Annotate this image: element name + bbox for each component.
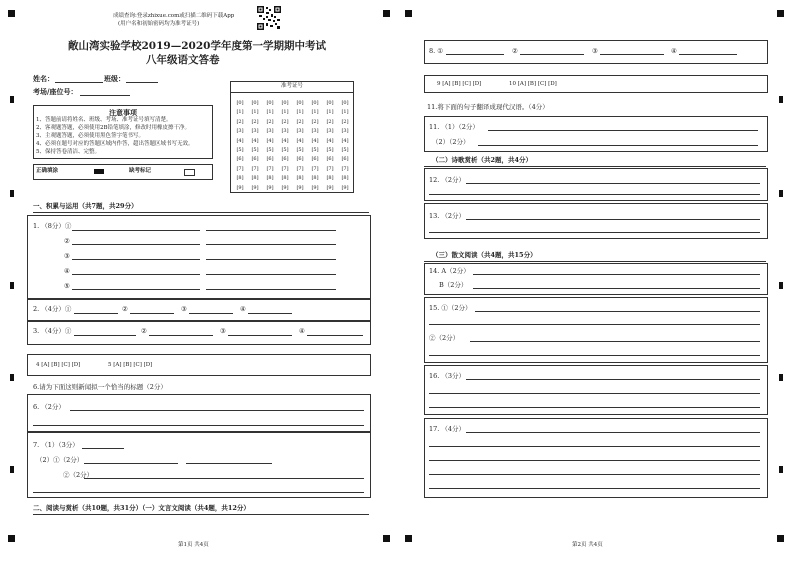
exam-id-bubble[interactable]: [2] xyxy=(341,118,349,125)
exam-id-column xyxy=(339,99,351,193)
q1-mark: ⑤ xyxy=(64,282,70,290)
q11-1-label: 11. （1）（2分） xyxy=(429,123,479,131)
answer-line[interactable] xyxy=(429,407,760,408)
exam-id-bubble[interactable]: [2] xyxy=(281,118,289,125)
exam-id-bubble[interactable]: [9] xyxy=(266,184,274,191)
q1-label: 1. （8分）① xyxy=(33,222,72,230)
q2-answer-box xyxy=(27,299,371,321)
answer-line[interactable] xyxy=(473,274,760,275)
exam-id-bubble[interactable]: [7] xyxy=(296,165,304,172)
choice-q9[interactable]: 9 [A] [B] [C] [D] xyxy=(437,81,482,87)
exam-id-bubble[interactable]: [3] xyxy=(341,128,349,135)
name-label: 姓名： xyxy=(33,74,54,83)
answer-line[interactable] xyxy=(429,232,760,233)
exam-id-bubble[interactable]: [7] xyxy=(326,165,334,172)
exam-id-bubble[interactable]: [3] xyxy=(251,128,259,135)
note-item: 4、必须在题号对应的答题区域内作答，超出答题区域书写无效。 xyxy=(36,141,194,147)
exam-id-bubble[interactable]: [5] xyxy=(341,146,349,153)
page-footer-1: 第1页 共4页 xyxy=(178,542,209,548)
page-subtitle: 八年级语文答卷 xyxy=(146,54,220,66)
answer-line[interactable] xyxy=(84,463,178,464)
answer-line[interactable] xyxy=(429,474,760,475)
exam-id-bubble[interactable]: [3] xyxy=(281,128,289,135)
exam-id-bubble[interactable]: [1] xyxy=(266,109,274,116)
q3-label: 3. （4分）① xyxy=(33,327,72,335)
q3-mark: ② xyxy=(141,327,147,335)
answer-line[interactable] xyxy=(70,410,364,411)
qr-code-icon xyxy=(257,6,281,30)
answer-line[interactable] xyxy=(466,432,760,433)
answer-line[interactable] xyxy=(206,244,336,245)
answer-line[interactable] xyxy=(74,313,118,314)
answer-line[interactable] xyxy=(206,230,336,231)
q6-label: 6. （2分） xyxy=(33,403,65,411)
choice-q5[interactable]: 5 [A] [B] [C] [D] xyxy=(108,362,153,368)
answer-line[interactable] xyxy=(429,393,760,394)
exam-id-bubble[interactable]: [3] xyxy=(266,128,274,135)
exam-id-bubble[interactable]: [0] xyxy=(266,100,274,106)
timing-mark xyxy=(779,374,783,381)
page-title: 敞山湾实验学校2019—2020学年度第一学期期中考试 xyxy=(68,40,326,52)
exam-id-bubble[interactable]: [8] xyxy=(341,175,349,182)
exam-id-bubble[interactable]: [6] xyxy=(326,156,334,163)
exam-id-bubble[interactable]: [9] xyxy=(251,184,259,191)
section1-title: 一、积累与运用（共7题，共29分） xyxy=(33,202,138,210)
note-item: 3、主观题答题，必须使用黑色签字笔书写。 xyxy=(36,133,145,139)
answer-line[interactable] xyxy=(74,335,136,336)
exam-id-bubble[interactable]: [5] xyxy=(251,146,259,153)
exam-id-bubble[interactable]: [1] xyxy=(311,109,319,116)
exam-id-grid xyxy=(230,81,354,193)
choice-q10[interactable]: 10 [A] [B] [C] [D] xyxy=(509,81,557,87)
timing-mark xyxy=(10,466,14,473)
exam-id-bubble[interactable]: [0] xyxy=(251,100,259,106)
answer-line[interactable] xyxy=(189,313,233,314)
answer-line[interactable] xyxy=(429,446,760,447)
timing-mark xyxy=(10,374,14,381)
q14-answer-box xyxy=(424,263,768,295)
exam-id-bubble[interactable]: [1] xyxy=(326,109,334,116)
exam-id-bubble[interactable]: [4] xyxy=(311,137,319,144)
exam-id-title: 准考证号 xyxy=(281,83,304,89)
answer-line[interactable] xyxy=(130,313,174,314)
exam-id-bubble[interactable]: [2] xyxy=(296,118,304,125)
q8-mark: ③ xyxy=(592,47,598,55)
q8-mark: ④ xyxy=(671,47,677,55)
exam-id-column xyxy=(279,99,291,193)
class-field[interactable] xyxy=(126,82,158,83)
q3-mark: ③ xyxy=(220,327,226,335)
exam-id-bubble[interactable]: [0] xyxy=(311,100,319,106)
q1-mark: ④ xyxy=(64,267,70,275)
corner-mark-bl xyxy=(8,535,15,542)
exam-id-bubble[interactable]: [0] xyxy=(326,100,334,106)
q17-label: 17. （4分） xyxy=(429,425,466,433)
name-field[interactable] xyxy=(55,82,103,83)
corner-mark-mid-br xyxy=(405,535,412,542)
q3-answer-box xyxy=(27,321,371,345)
exam-id-bubble[interactable]: [2] xyxy=(236,118,244,125)
exam-id-bubble[interactable]: [6] xyxy=(341,156,349,163)
section2-sub2-title: （二）诗歌赏析（共2题，共4分） xyxy=(432,156,533,164)
corner-mark-tr xyxy=(777,10,784,17)
q15-answer-box xyxy=(424,297,768,363)
exam-id-bubble[interactable]: [9] xyxy=(311,184,319,191)
q8-label: 8. ① xyxy=(429,47,444,55)
exam-id-bubble[interactable]: [4] xyxy=(296,137,304,144)
timing-mark xyxy=(10,96,14,103)
exam-id-bubble[interactable]: [1] xyxy=(251,109,259,116)
answer-line[interactable] xyxy=(470,341,760,342)
q14a-label: 14. A（2分） xyxy=(429,267,470,275)
q7-label: 7. （1）（3分） xyxy=(33,441,79,449)
exam-id-bubble[interactable]: [5] xyxy=(266,146,274,153)
exam-id-bubble[interactable]: [6] xyxy=(266,156,274,163)
exam-id-bubble[interactable]: [7] xyxy=(236,165,244,172)
exam-id-bubble[interactable]: [4] xyxy=(281,137,289,144)
q7-2a-label: （2）①（2分） xyxy=(36,456,84,464)
answer-line[interactable] xyxy=(520,54,584,55)
answer-line[interactable] xyxy=(473,288,760,289)
exam-id-bubble[interactable]: [8] xyxy=(326,175,334,182)
corner-mark-mid-bl xyxy=(383,535,390,542)
answer-line[interactable] xyxy=(228,335,292,336)
choice-q4[interactable]: 4 [A] [B] [C] [D] xyxy=(36,362,81,368)
q2-mark: ④ xyxy=(240,305,246,313)
timing-mark xyxy=(779,190,783,197)
timing-mark xyxy=(779,96,783,103)
q1-mark: ② xyxy=(64,237,70,245)
answer-line[interactable] xyxy=(429,488,760,489)
exam-id-bubble[interactable]: [4] xyxy=(236,137,244,144)
exam-id-bubble[interactable]: [3] xyxy=(326,128,334,135)
notice-line2: (用户名和初始密码均为准考证号) xyxy=(118,21,200,27)
section2-sub3-title: （三）散文阅读（共4题，共15分） xyxy=(432,251,537,259)
exam-id-bubble[interactable]: [3] xyxy=(296,128,304,135)
corner-mark-tl xyxy=(8,10,15,17)
answer-line[interactable] xyxy=(466,183,760,184)
fill-legend xyxy=(33,164,213,180)
q2-mark: ② xyxy=(122,305,128,313)
exam-id-bubble[interactable]: [1] xyxy=(296,109,304,116)
answer-line[interactable] xyxy=(72,289,200,290)
answer-line[interactable] xyxy=(84,478,364,479)
exam-id-bubble[interactable]: [7] xyxy=(281,165,289,172)
exam-id-bubble[interactable]: [8] xyxy=(266,175,274,182)
exam-id-bubble[interactable]: [0] xyxy=(236,100,244,106)
exam-id-bubble[interactable]: [9] xyxy=(341,184,349,191)
exam-id-bubble[interactable]: [7] xyxy=(266,165,274,172)
exam-id-bubble[interactable]: [4] xyxy=(251,137,259,144)
exam-id-bubble[interactable]: [1] xyxy=(341,109,349,116)
exam-id-bubble[interactable]: [9] xyxy=(296,184,304,191)
exam-id-bubble[interactable]: [1] xyxy=(236,109,244,116)
q12-answer-box xyxy=(424,168,768,201)
seat-field[interactable] xyxy=(80,95,130,96)
exam-id-bubble[interactable]: [9] xyxy=(281,184,289,191)
answer-line[interactable] xyxy=(679,54,737,55)
answer-line[interactable] xyxy=(466,219,760,220)
exam-id-bubble[interactable]: [8] xyxy=(296,175,304,182)
exam-id-bubble[interactable]: [6] xyxy=(236,156,244,163)
timing-mark xyxy=(779,466,783,473)
answer-line[interactable] xyxy=(446,54,504,55)
q15-1-label: 15. ①（2分） xyxy=(429,304,472,312)
q1-mark: ③ xyxy=(64,252,70,260)
answer-line[interactable] xyxy=(429,324,760,325)
exam-id-bubble[interactable]: [7] xyxy=(341,165,349,172)
corner-mark-mid-right xyxy=(405,10,412,17)
exam-id-bubble[interactable]: [8] xyxy=(251,175,259,182)
answer-line[interactable] xyxy=(488,130,758,131)
answer-line[interactable] xyxy=(206,274,336,275)
q11-prompt: 11.将下面的句子翻译成现代汉语。（4分） xyxy=(427,103,549,111)
corner-mark-mid-left xyxy=(383,10,390,17)
seat-label: 考场/座位号： xyxy=(33,87,78,96)
q7-2b-label: ②（2分） xyxy=(63,471,94,479)
answer-line[interactable] xyxy=(82,448,124,449)
exam-id-bubble[interactable]: [1] xyxy=(281,109,289,116)
exam-id-bubble[interactable]: [5] xyxy=(281,146,289,153)
answer-line[interactable] xyxy=(206,259,336,260)
exam-id-bubble[interactable]: [7] xyxy=(311,165,319,172)
corner-mark-br xyxy=(777,535,784,542)
exam-id-column xyxy=(294,99,306,193)
answer-line[interactable] xyxy=(429,460,760,461)
notes-title: 注意事项 xyxy=(109,108,137,117)
choice-box-q9-q10 xyxy=(424,75,768,93)
answer-line[interactable] xyxy=(466,379,760,380)
exam-id-bubble[interactable]: [2] xyxy=(251,118,259,125)
notes-box xyxy=(33,105,213,159)
exam-id-bubble[interactable]: [0] xyxy=(296,100,304,106)
answer-line[interactable] xyxy=(33,492,364,493)
exam-id-bubble[interactable]: [6] xyxy=(311,156,319,163)
exam-id-bubble[interactable]: [5] xyxy=(326,146,334,153)
exam-id-bubble[interactable]: [6] xyxy=(296,156,304,163)
class-label: 班级： xyxy=(104,74,125,83)
exam-id-bubble[interactable]: [2] xyxy=(311,118,319,125)
q3-mark: ④ xyxy=(299,327,305,335)
exam-id-bubble[interactable]: [9] xyxy=(236,184,244,191)
answer-line[interactable] xyxy=(429,355,760,356)
answer-line[interactable] xyxy=(600,54,664,55)
choice-box-q4-q5 xyxy=(27,354,371,376)
answer-line[interactable] xyxy=(72,230,200,231)
exam-id-bubble[interactable]: [6] xyxy=(251,156,259,163)
exam-id-bubble[interactable]: [4] xyxy=(326,137,334,144)
exam-id-bubble[interactable]: [2] xyxy=(266,118,274,125)
exam-id-bubble[interactable]: [4] xyxy=(341,137,349,144)
answer-line[interactable] xyxy=(206,289,336,290)
answer-line[interactable] xyxy=(478,145,758,146)
exam-id-column xyxy=(234,99,246,193)
q12-label: 12. （2分） xyxy=(429,176,466,184)
exam-id-bubble[interactable]: [0] xyxy=(341,100,349,106)
q6-answer-box xyxy=(27,394,371,432)
absent-checkbox[interactable] xyxy=(184,169,195,176)
q8-mark: ② xyxy=(512,47,518,55)
answer-line[interactable] xyxy=(149,335,213,336)
exam-id-column xyxy=(324,99,336,193)
q17-answer-box xyxy=(424,418,768,498)
exam-id-bubble[interactable]: [8] xyxy=(236,175,244,182)
note-item: 2、客观题答题，必须使用2B铅笔填涂，修改时用橡皮擦干净。 xyxy=(36,125,191,131)
answer-line[interactable] xyxy=(72,259,200,260)
q15-2-label: ②（2分） xyxy=(429,334,460,342)
exam-id-bubble[interactable]: [3] xyxy=(311,128,319,135)
answer-line[interactable] xyxy=(72,244,200,245)
q14b-label: B（2分） xyxy=(439,281,468,289)
q11-answer-box xyxy=(424,116,768,152)
exam-id-bubble[interactable]: [5] xyxy=(311,146,319,153)
exam-id-bubble[interactable]: [5] xyxy=(236,146,244,153)
page-footer-2: 第2页 共4页 xyxy=(572,542,603,548)
timing-mark xyxy=(779,282,783,289)
q1-answer-box xyxy=(27,215,371,299)
q16-label: 16. （3分） xyxy=(429,372,466,380)
answer-line[interactable] xyxy=(307,335,363,336)
exam-id-bubble[interactable]: [7] xyxy=(251,165,259,172)
exam-id-columns xyxy=(231,99,353,191)
note-item: 5、保持答卷清洁、完整。 xyxy=(36,149,101,155)
q11-2-label: （2）（2分） xyxy=(432,138,470,146)
q6-prompt: 6.请为下面这则新闻拟一个恰当的标题（2分） xyxy=(33,383,167,391)
exam-id-column xyxy=(264,99,276,193)
q2-label: 2. （4分）① xyxy=(33,305,72,313)
absent-label: 缺考标记 xyxy=(129,168,152,174)
correct-fill-label: 正确填涂 xyxy=(36,168,59,174)
filled-bubble-icon xyxy=(94,169,104,174)
exam-id-bubble[interactable]: [2] xyxy=(326,118,334,125)
timing-mark xyxy=(10,282,14,289)
section2-title: 二、阅读与赏析（共10题，共31分）（一）文言文阅读（共4题，共12分） xyxy=(33,504,250,512)
q13-label: 13. （2分） xyxy=(429,212,466,220)
exam-id-bubble[interactable]: [5] xyxy=(296,146,304,153)
exam-id-bubble[interactable]: [8] xyxy=(281,175,289,182)
exam-id-bubble[interactable]: [0] xyxy=(281,100,289,106)
notice-line1: 成绩查询:登录zhixue.com或扫描二维码下载App xyxy=(113,13,235,19)
exam-id-column xyxy=(309,99,321,193)
timing-mark xyxy=(10,190,14,197)
answer-line[interactable] xyxy=(248,313,292,314)
q2-mark: ③ xyxy=(181,305,187,313)
exam-id-column xyxy=(249,99,261,193)
exam-id-bubble[interactable]: [8] xyxy=(311,175,319,182)
q13-answer-box xyxy=(424,203,768,239)
answer-line[interactable] xyxy=(72,274,200,275)
answer-line[interactable] xyxy=(475,311,760,312)
exam-id-bubble[interactable]: [9] xyxy=(326,184,334,191)
note-item: 1、答题前请将姓名、班级、考场、准考证号填写清楚。 xyxy=(36,117,172,123)
exam-id-bubble[interactable]: [3] xyxy=(236,128,244,135)
answer-line[interactable] xyxy=(186,463,272,464)
answer-line[interactable] xyxy=(429,194,760,195)
exam-id-bubble[interactable]: [4] xyxy=(266,137,274,144)
answer-line[interactable] xyxy=(33,425,364,426)
exam-id-bubble[interactable]: [6] xyxy=(281,156,289,163)
